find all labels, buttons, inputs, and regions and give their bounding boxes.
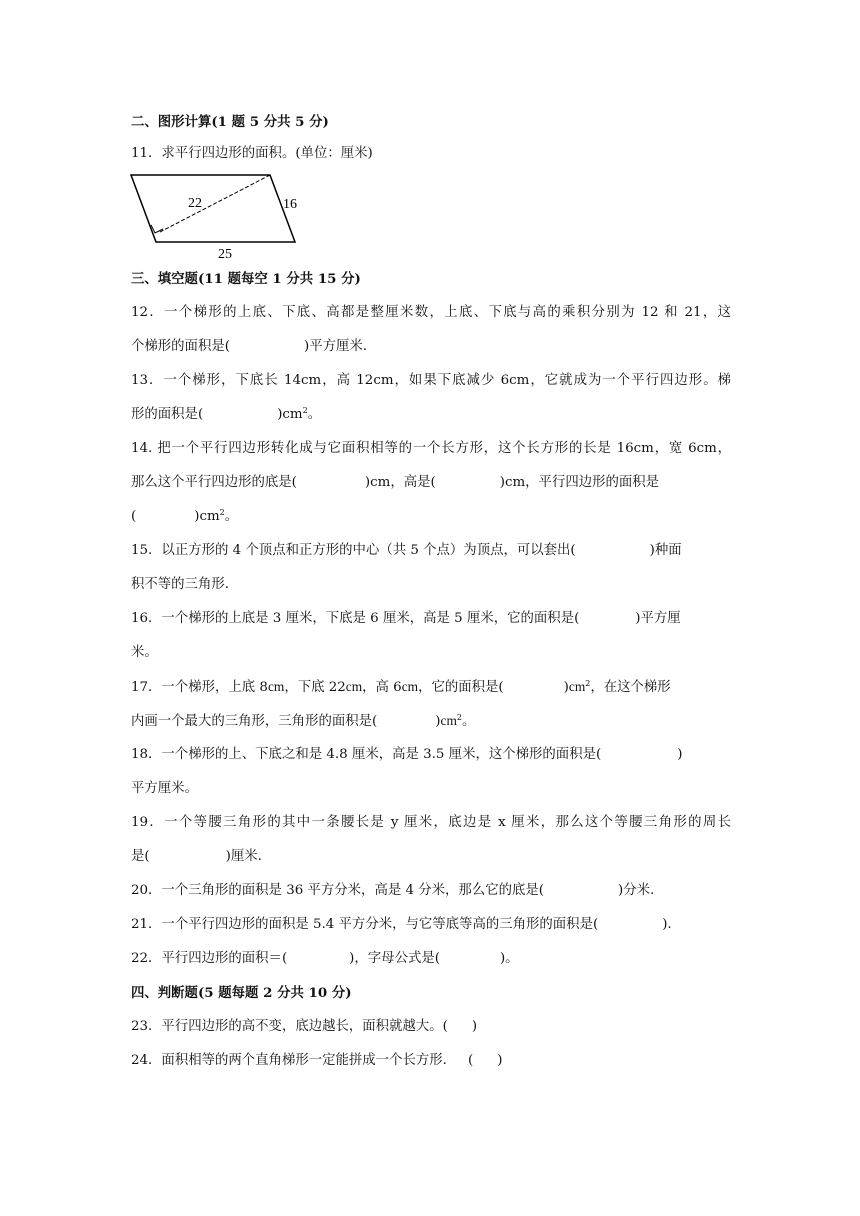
- section-heading-3: 三、填空题(11 题每空 1 分共 15 分): [131, 271, 361, 287]
- question-18-line-1: 18．一个梯形的上、下底之和是 4.8 厘米，高是 3.5 厘米，这个梯形的面积是( ): [131, 747, 683, 762]
- question-13-line-2: 形的面积是( )$cm^2$。: [131, 406, 322, 422]
- question-17-line-1: 17．一个梯形，上底 8cm，下底 22cm，高 6cm，它的面积是( )$cm^2$，在这个梯形: [131, 679, 671, 695]
- question-14-line-3: ( )$cm^2$。: [131, 508, 239, 524]
- parallelogram-shape: [131, 175, 295, 242]
- question-21: 21．一个平行四边形的面积是 5.4 平方分米，与它等底等高的三角形的面积是( ).: [131, 917, 672, 932]
- label-height: 22: [188, 196, 202, 211]
- answer-blank[interactable]: [601, 757, 677, 758]
- answer-blank[interactable]: [230, 349, 304, 350]
- question-14-line-2: 那么这个平行四边形的底是( )cm，高是( )cm，平行四边形的面积是: [131, 475, 660, 490]
- answer-blank[interactable]: [150, 859, 226, 860]
- question-19-line-1: 19．一个等腰三角形的其中一条腰长是 y 厘米，底边是 x 厘米，那么这个等腰三角形的周长: [131, 815, 731, 830]
- answer-blank[interactable]: [297, 485, 365, 486]
- question-15-line-1: 15．以正方形的 4 个顶点和正方形的中心（共 5 个点）为顶点，可以套出( )种面: [131, 543, 682, 558]
- section-heading-4: 四、判断题(5 题每题 2 分共 10 分): [131, 985, 352, 1001]
- question-22: 22．平行四边形的面积＝( )，字母公式是( )。: [131, 951, 519, 966]
- question-17-line-2: 内画一个最大的三角形，三角形的面积是( )$cm^2$。: [131, 713, 476, 729]
- question-15-line-2: 积不等的三角形.: [131, 577, 229, 592]
- question-19-line-2: 是( )厘米.: [131, 849, 262, 864]
- parallelogram-figure: [128, 170, 308, 262]
- answer-blank[interactable]: [544, 893, 618, 894]
- height-dashed-line: [158, 175, 270, 233]
- label-side: 16: [283, 197, 297, 212]
- answer-blank[interactable]: [504, 690, 564, 691]
- question-24: 24．面积相等的两个直角梯形一定能拼成一个长方形． ( ): [131, 1053, 503, 1068]
- answer-blank[interactable]: [440, 961, 500, 962]
- label-base: 25: [218, 247, 232, 262]
- answer-blank[interactable]: [579, 621, 635, 622]
- answer-blank[interactable]: [576, 553, 650, 554]
- question-13-line-1: 13．一个梯形，下底长 14cm，高 12cm，如果下底减少 6cm，它就成为一个平行四边形。梯: [131, 373, 731, 388]
- answer-blank[interactable]: [473, 1063, 497, 1064]
- answer-blank[interactable]: [136, 519, 194, 520]
- answer-blank[interactable]: [377, 724, 435, 725]
- answer-blank[interactable]: [287, 961, 349, 962]
- question-12-line-1: 12．一个梯形的上底、下底、高都是整厘米数，上底、下底与高的乘积分别为 12 和 21，这: [131, 305, 731, 320]
- section-heading-2: 二、图形计算(1 题 5 分共 5 分): [131, 114, 329, 130]
- question-18-line-2: 平方厘米。: [131, 781, 198, 796]
- answer-blank[interactable]: [203, 417, 277, 418]
- question-11: 11．求平行四边形的面积。(单位：厘米): [131, 146, 373, 161]
- question-20: 20．一个三角形的面积是 36 平方分米，高是 4 分米，那么它的底是( )分米.: [131, 883, 655, 898]
- question-14-line-1: 14. 把一个平行四边形转化成与它面积相等的一个长方形，这个长方形的长是 16cm，宽 6cm，: [131, 441, 731, 456]
- answer-blank[interactable]: [436, 485, 500, 486]
- question-16-line-1: 16．一个梯形的上底是 3 厘米，下底是 6 厘米，高是 5 厘米，它的面积是( )平方厘: [131, 611, 681, 626]
- answer-blank[interactable]: [598, 927, 662, 928]
- question-12-line-2: 个梯形的面积是( )平方厘米.: [131, 339, 368, 354]
- question-23: 23．平行四边形的高不变，底边越长，面积就越大。( ): [131, 1019, 478, 1034]
- question-16-line-2: 米。: [131, 645, 158, 660]
- answer-blank[interactable]: [448, 1029, 472, 1030]
